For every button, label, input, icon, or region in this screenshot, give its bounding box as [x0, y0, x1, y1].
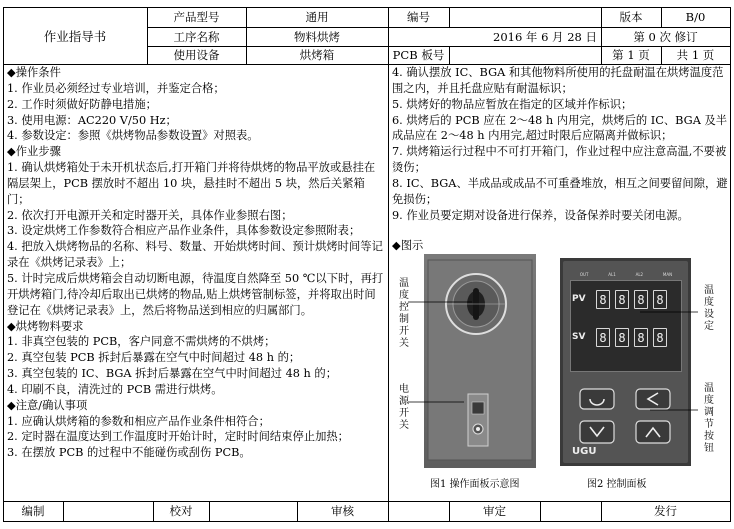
- segment-digit: 8: [596, 290, 610, 309]
- sv-label: SV: [572, 332, 586, 342]
- version-value: B/0: [685, 10, 706, 24]
- button-down[interactable]: [580, 421, 614, 443]
- text-line: 2. 真空包装 PCB 拆封后暴露在空气中时间超过 48 h 的；: [7, 351, 301, 365]
- number-value: [449, 7, 601, 27]
- panel-brand-logo: UGU: [572, 446, 597, 457]
- product-model-value: 通用: [305, 10, 329, 24]
- product-model-label: 产品型号: [173, 10, 220, 24]
- segment-digit: 8: [653, 328, 667, 347]
- review-label: 审核: [331, 504, 354, 518]
- number-label: 编号: [407, 10, 430, 24]
- right-column: [392, 65, 728, 223]
- text-line: 1. 应确认烘烤箱的参数和相应产品作业条件相符合；: [7, 414, 270, 428]
- segment-digit: 8: [615, 290, 629, 309]
- text-line: 4. 印刷不良，清洗过的 PCB 需进行烘烤。: [7, 382, 223, 396]
- text-line: 2. 定时器在温度达到工作温度时开始计时，定时时间结束停止加热；: [7, 430, 349, 444]
- panel-indicator-row: [570, 272, 682, 277]
- segment-digit: 8: [615, 328, 629, 347]
- figures-heading: ◆图示: [392, 239, 424, 252]
- proofread-label: 校对: [169, 504, 193, 518]
- equipment-value: 烘烤箱: [299, 48, 335, 62]
- text-line: 2. 工作时须做好防静电措施；: [7, 97, 157, 111]
- issue-label: 发行: [654, 504, 677, 518]
- process-name-label: 工序名称: [173, 29, 220, 44]
- text-line: 1. 作业员必须经过专业培训，并鉴定合格；: [7, 81, 225, 95]
- section-heading-notes: ◆注意/确认事项: [7, 398, 88, 412]
- segment-digit: 8: [653, 290, 667, 309]
- text-line: 3. 真空包装的 IC、BGA 拆封后暴露在空气中时间超过 48 h 的；: [7, 367, 338, 381]
- label-temp-control-switch: 温度控制开关: [399, 278, 409, 349]
- label-power-switch: 电源开关: [399, 384, 409, 431]
- text-line: 3. 设定烘烤工作参数符合相应产品作业条件，具体参数设定参照附表；: [7, 224, 361, 238]
- pcb-value: [449, 46, 601, 64]
- section-heading-materials: ◆烘烤物料要求: [7, 319, 84, 333]
- revision-value: 第 0 次 修订: [633, 29, 698, 44]
- text-line: 3. 使用电源：AC220 V/50 Hz；: [7, 113, 177, 127]
- fig1-caption: 图1 操作面板示意图: [430, 479, 520, 490]
- section-heading-steps: ◆作业步骤: [7, 145, 61, 159]
- text-line: 6. 烘烤后的 PCB 应在 2～48 h 内用完，烘烤后的 IC、BGA 及半成品应在 2～48 h 内用完,超过时限后应隔离并做标识；: [392, 113, 728, 143]
- left-column: [7, 65, 385, 461]
- fig2-leader-lines: [640, 300, 700, 420]
- version-label: 版本: [619, 10, 643, 24]
- process-name-value: 物料烘烤: [294, 29, 340, 44]
- equipment-label: 使用设备: [173, 48, 220, 62]
- segment-digit: 8: [596, 328, 610, 347]
- label-temp-setting: 温度设定: [704, 285, 714, 332]
- text-line: 7. 烘烤箱运行过程中不可打开箱门，作业过程中应注意高温,不要被烫伤；: [392, 145, 727, 175]
- text-line: 8. IC、BGA、半成品或成品不可重叠堆放，相互之间要留间隙，避免损伤；: [392, 176, 728, 206]
- label-temp-adjust-button: 温度调节按钮: [704, 383, 714, 454]
- button-cycle[interactable]: [580, 389, 614, 409]
- text-line: 5. 计时完成后烘烤箱会自动切断电源，待温度自然降至 50 ℃以下时，再打开烘烤箱门,待冷却后取出已烘烤的物品,贴上烘烤管制标签，并将取出时间登记在《烘烤记录表》上，然后将物品送到相应的归属部门。: [7, 271, 384, 317]
- text-line: 4. 确认摆放 IC、BGA 和其他物料所使用的托盘耐温在烘烤温度范围之内，并且托盘应贴有耐温标识；: [392, 66, 724, 95]
- pcb-label: PCB 板号: [392, 48, 445, 62]
- fig1-leader-lines: [404, 270, 474, 410]
- text-line: 3. 在摆放 PCB 的过程中不能碰伤或刮伤 PCB。: [7, 446, 251, 460]
- page-value: 第 1 页: [612, 48, 650, 62]
- fig2-caption: 图2 控制面板: [587, 479, 647, 490]
- text-line: 9. 作业员要定期对设备进行保养，设备保养时要关闭电源。: [392, 208, 689, 222]
- segment-digit: 8: [634, 290, 648, 309]
- text-line: 4. 把放入烘烤物品的名称、料号、数量、开始烘烤时间、预计烘烤时间等记录在《烘烤记录表》上；: [7, 240, 383, 270]
- indicator-al1: AL1: [608, 272, 616, 277]
- indicator-man: MAN: [662, 272, 673, 277]
- compile-label: 编制: [21, 504, 45, 518]
- text-line: 1. 非真空包装的 PCB，客户同意不需烘烤的不烘烤；: [7, 335, 276, 349]
- date-value: 2016 年 6 月 28 日: [493, 29, 597, 44]
- pv-label: PV: [572, 294, 586, 304]
- text-line: 2. 依次打开电源开关和定时器开关，具体作业参照右图；: [7, 208, 293, 222]
- approve-label: 审定: [483, 504, 506, 518]
- text-line: 5. 烘烤好的物品应暂放在指定的区域并作标识；: [392, 97, 633, 111]
- button-up[interactable]: [636, 421, 670, 443]
- text-line: 1. 确认烘烤箱处于未开机状态后,打开箱门并将待烘烤的物品平放或悬挂在隔层架上，PCB 摆放时不超出 10 块，悬挂时不超出 5 块，然后关紧箱门；: [7, 161, 376, 206]
- indicator-al2: AL2: [635, 272, 644, 277]
- total-pages-value: 共 1 页: [676, 48, 715, 62]
- indicator-out: OUT: [579, 272, 589, 277]
- doc-title: 作业指导书: [43, 28, 107, 44]
- section-heading-operating-conditions: ◆操作条件: [7, 66, 61, 79]
- segment-digit: 8: [634, 328, 648, 347]
- text-line: 4. 参数设定：参照《烘烤物品参数设置》对照表。: [7, 129, 259, 143]
